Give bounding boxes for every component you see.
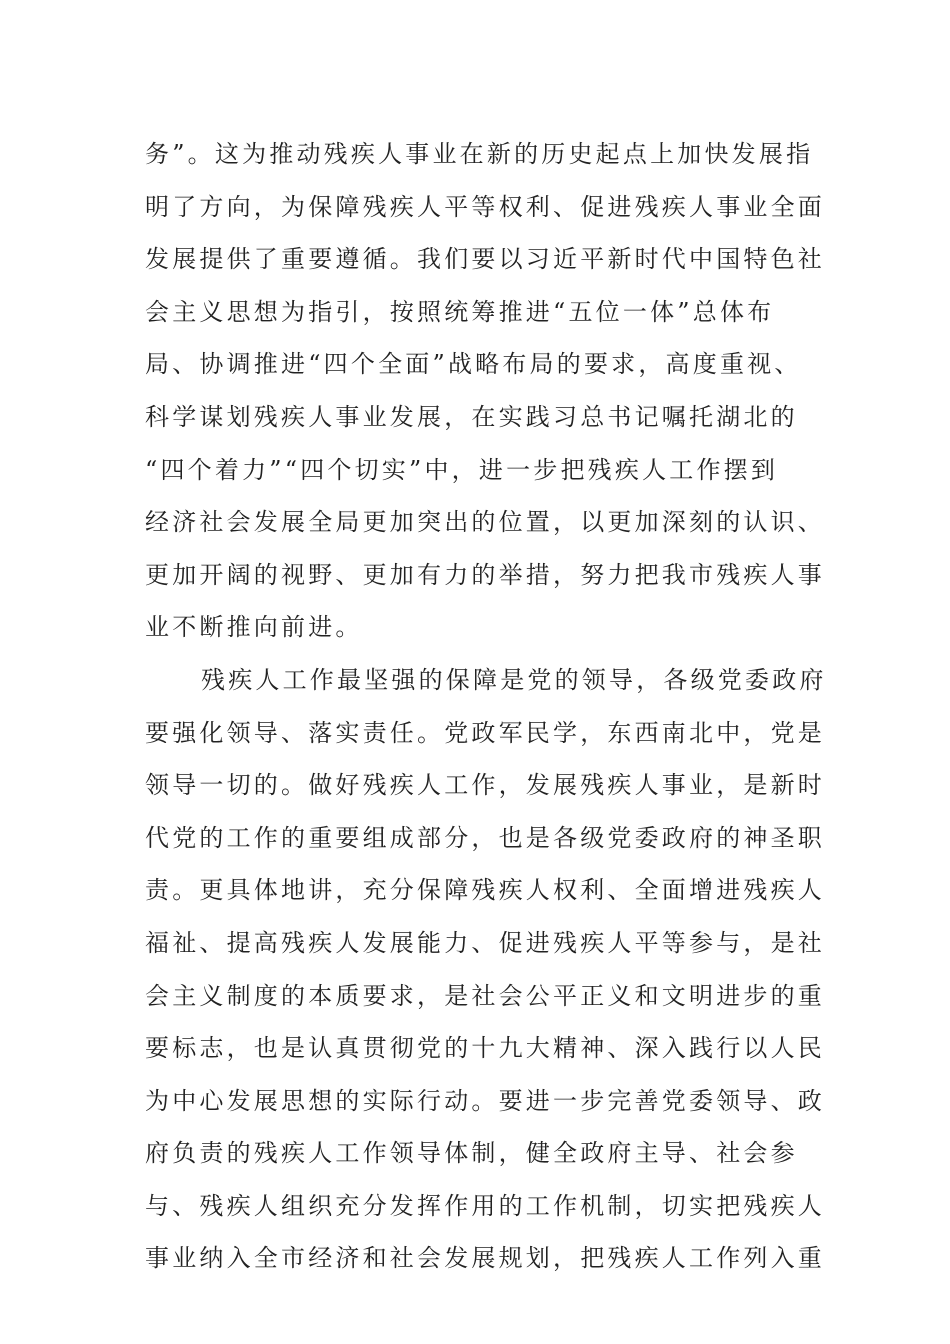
text-line: 领导一切的。做好残疾人工作，发展残疾人事业，是新时 — [145, 771, 825, 800]
text-line: 会主义制度的本质要求，是社会公平正义和文明进步的重 — [145, 981, 825, 1010]
paragraph-first-line: 残疾人工作最坚强的保障是党的领导，各级党委政府 — [201, 665, 827, 694]
text-line: 务”。这为推动残疾人事业在新的历史起点上加快发展指 — [145, 140, 814, 168]
text-line: 责。更具体地讲，充分保障残疾人权利、全面增进残疾人 — [145, 876, 825, 905]
text-line: 经济社会发展全局更加突出的位置，以更加深刻的认识、 — [145, 508, 825, 537]
text-line: 发展提供了重要遵循。我们要以习近平新时代中国特色社 — [145, 245, 825, 274]
text-line: 福祉、提高残疾人发展能力、促进残疾人平等参与，是社 — [145, 928, 825, 957]
text-line: 事业纳入全市经济和社会发展规划，把残疾人工作列入重 — [145, 1244, 825, 1273]
text-line: 与、残疾人组织充分发挥作用的工作机制，切实把残疾人 — [145, 1191, 825, 1220]
text-line: 会主义思想为指引，按照统筹推进“五位一体”总体布 — [145, 297, 775, 326]
text-line: 要标志，也是认真贯彻党的十九大精神、深入践行以人民 — [145, 1034, 825, 1063]
text-line: “四个着力”“四个切实”中，进一步把残疾人工作摆到 — [145, 455, 779, 484]
text-line: 为中心发展思想的实际行动。要进一步完善党委领导、政 — [145, 1086, 825, 1115]
text-line: 科学谋划残疾人事业发展，在实践习总书记嘱托湖北的 — [145, 402, 798, 431]
body-text — [145, 128, 827, 1285]
text-line: 业不断推向前进。 — [145, 613, 363, 642]
text-line: 要强化领导、落实责任。党政军民学，东西南北中，党是 — [145, 718, 825, 747]
text-line: 局、协调推进“四个全面”战略布局的要求，高度重视、 — [145, 350, 802, 379]
text-line: 府负责的残疾人工作领导体制，健全政府主导、社会参 — [145, 1139, 798, 1168]
text-line: 更加开阔的视野、更加有力的举措，努力把我市残疾人事 — [145, 560, 825, 589]
text-line: 代党的工作的重要组成部分，也是各级党委政府的神圣职 — [145, 823, 825, 852]
text-line: 明了方向，为保障残疾人平等权利、促进残疾人事业全面 — [145, 192, 825, 221]
